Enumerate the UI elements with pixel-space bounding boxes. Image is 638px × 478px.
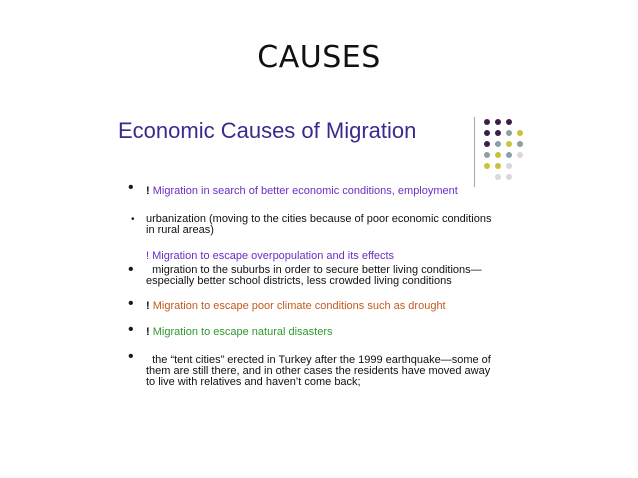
decor-dot: [495, 152, 501, 158]
item-disasters-mark: !: [146, 326, 150, 338]
decor-dot: [506, 130, 512, 136]
decor-dot: [517, 141, 523, 147]
item-urbanization-line1: urbanization (moving to the cities because of poor economic conditions: [146, 213, 492, 225]
bullet-icon: •: [128, 179, 134, 196]
item-overpopulation-heading: ! Migration to escape overpopulation and its effects: [146, 250, 395, 262]
decor-dot: [484, 163, 490, 169]
item-suburbs-line2: especially better school districts, less crowded living conditions: [146, 275, 452, 287]
decor-dot: [484, 130, 490, 136]
decor-dot: [484, 152, 490, 158]
decor-dot: [495, 119, 501, 125]
decor-dot: [495, 163, 501, 169]
decor-dot: [506, 119, 512, 125]
bullet-icon: •: [128, 348, 134, 365]
decor-dot: [495, 174, 501, 180]
item-climate-text: Migration to escape poor climate conditions such as drought: [149, 300, 446, 312]
bullet-icon: •: [128, 261, 134, 278]
item-climate: [146, 301, 446, 313]
item-economic-mark: !: [146, 185, 150, 197]
item-tent-line3: to live with relatives and haven’t come back;: [146, 376, 361, 388]
bullet-icon: •: [128, 295, 134, 312]
item-tent-line2: them are still there, and in other cases the residents have moved away: [146, 365, 491, 377]
decor-dot: [495, 141, 501, 147]
item-suburbs-line1: migration to the suburbs in order to secure better living conditions—: [146, 264, 482, 276]
item-tent-line1: the “tent cities” erected in Turkey after the 1999 earthquake—some of: [146, 354, 491, 366]
decor-dot: [506, 174, 512, 180]
decor-dot: [506, 152, 512, 158]
slide-title: CAUSES: [257, 40, 381, 75]
item-disasters-text: Migration to escape natural disasters: [149, 326, 333, 338]
item-economic-text: Migration in search of better economic conditions, employment: [149, 185, 458, 197]
decor-dot: [484, 119, 490, 125]
decor-dot: [517, 152, 523, 158]
bullet-icon: •: [128, 321, 134, 338]
slide-subtitle: Economic Causes of Migration: [118, 118, 417, 143]
item-economic: [146, 186, 458, 198]
decor-dot: [506, 141, 512, 147]
item-urbanization-line2: in rural areas): [146, 224, 214, 236]
decor-dot: [495, 130, 501, 136]
decor-dot: [506, 163, 512, 169]
item-disasters: [146, 327, 333, 339]
item-climate-mark: !: [146, 300, 150, 312]
decor-dot: [484, 141, 490, 147]
decor-divider: [474, 117, 475, 187]
bullet-icon: •: [131, 214, 135, 225]
decor-dot: [517, 130, 523, 136]
